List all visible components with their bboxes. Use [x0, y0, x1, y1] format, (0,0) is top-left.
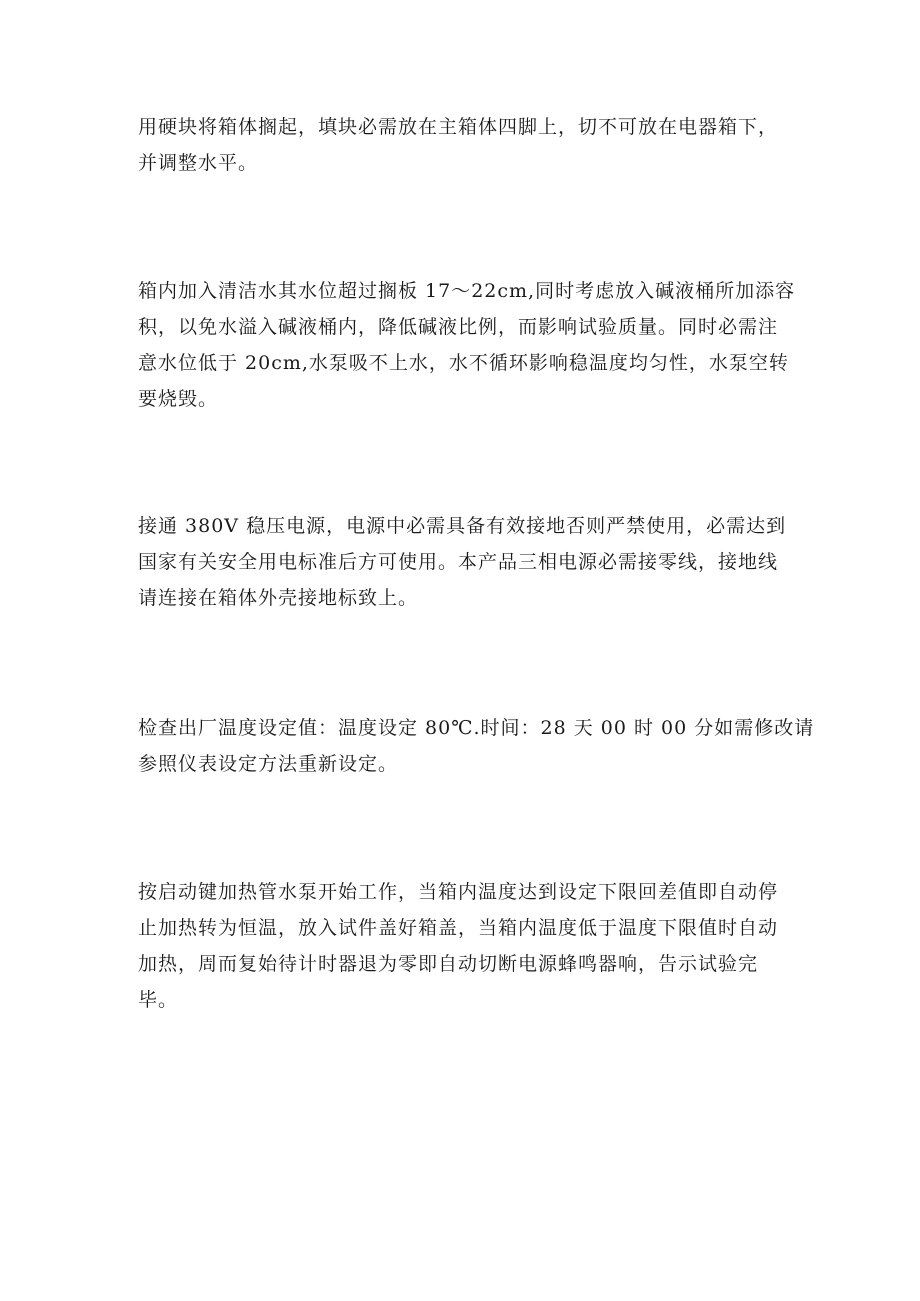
text-line: 要烧毁。	[138, 388, 219, 410]
text-line: 毕。	[138, 989, 179, 1011]
text-line: 请连接在箱体外壳接地标致上。	[138, 587, 419, 609]
text-line: 国家有关安全用电标准后方可使用。本产品三相电源必需接零线，接地线	[138, 551, 779, 573]
paragraph-operation	[138, 874, 798, 1018]
text-line: 加热，周而复始待计时器退为零即自动切断电源蜂鸣器响，告示试验完	[138, 953, 759, 975]
paragraph-water-level	[138, 273, 798, 417]
text-line: 按启动键加热管水泵开始工作，当箱内温度达到设定下限回差值即自动停	[138, 881, 779, 903]
text-line: 用硬块将箱体搁起，填块必需放在主箱体四脚上，切不可放在电器箱下，	[138, 116, 779, 138]
text-line: 接通 380V 稳压电源，电源中必需具备有效接地否则严禁使用，必需达到	[138, 515, 787, 537]
text-line: 止加热转为恒温，放入试件盖好箱盖，当箱内温度低于温度下限值时自动	[138, 917, 779, 939]
paragraph-factory-settings	[138, 710, 815, 782]
text-line: 并调整水平。	[138, 152, 259, 174]
text-line: 检查出厂温度设定值：温度设定 80℃.时间：28 天 00 时 00 分如需修改请	[138, 717, 815, 739]
text-line: 意水位低于 20cm,水泵吸不上水，水不循环影响稳温度均匀性，水泵空转	[138, 352, 789, 374]
paragraph-placement	[138, 109, 798, 181]
text-line: 箱内加入清洁水其水位超过搁板 17～22cm,同时考虑放入碱液桶所加添容	[138, 280, 796, 302]
paragraph-power-supply	[138, 508, 798, 616]
text-line: 积，以免水溢入碱液桶内，降低碱液比例，而影响试验质量。同时必需注	[138, 316, 779, 338]
text-line: 参照仪表设定方法重新设定。	[138, 753, 399, 775]
